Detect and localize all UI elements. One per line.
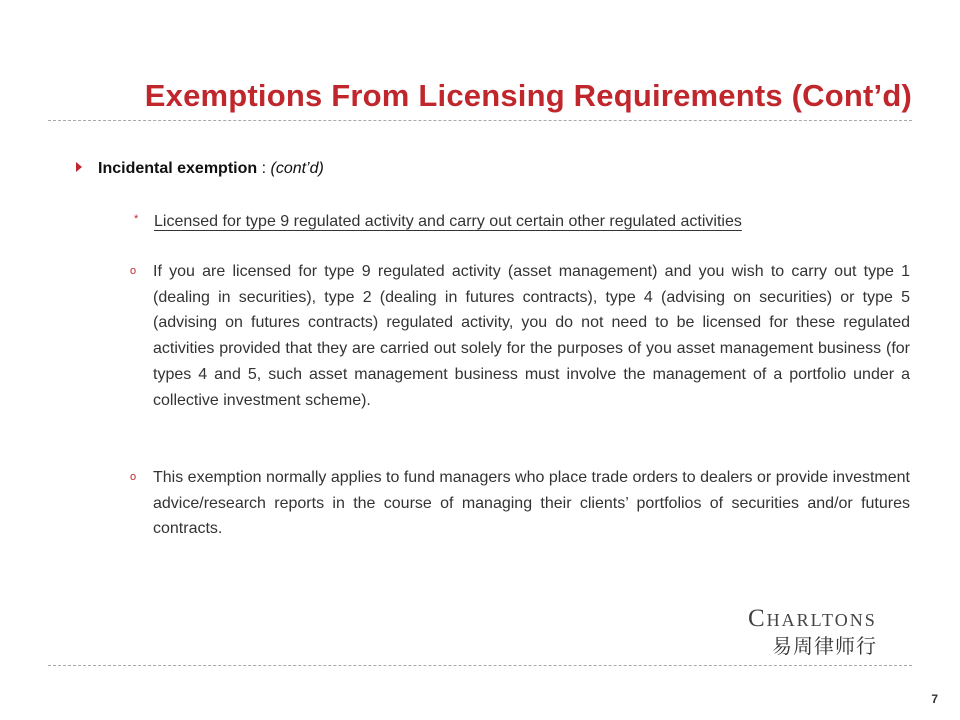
logo-english: Charltons: [748, 605, 877, 632]
logo-chinese: 易周律师行: [772, 634, 877, 658]
footer-divider: [48, 665, 912, 666]
triangle-bullet-icon: [76, 162, 82, 172]
title-divider: [48, 120, 912, 121]
circle-bullet-icon: o: [130, 471, 137, 483]
bullet-note: (cont’d): [270, 160, 324, 177]
bullet-label: Incidental exemption: [98, 160, 258, 177]
page-number: 7: [931, 692, 938, 706]
subheading-text: Licensed for type 9 regulated activity and carry out certain other regulated activities: [154, 213, 742, 230]
circle-bullet-icon: o: [130, 265, 137, 277]
asterisk-marker-icon: *: [134, 213, 139, 225]
subheading-row: [134, 213, 742, 231]
charltons-logo: [748, 605, 908, 661]
bullet-incidental-exemption: [76, 160, 324, 178]
slide-title: Exemptions From Licensing Requirements (Cont’d): [144, 78, 912, 113]
paragraph-text: If you are licensed for type 9 regulated activity (asset management) and you wish to carry out type 1 (dealing in securities), type 2 (dealing in futures contracts), type 4 (advising on securities) or type 5 (advising on futures contracts) regulated activity, you do not need to be licensed for these regulated activities provided that they are carried out solely for the purposes of you asset management business (for types 4 and 5, such asset management business must involve the management of a portfolio under a collective investment scheme).: [153, 263, 910, 409]
paragraph-type9-licensed: [130, 259, 910, 413]
paragraph-fund-managers: [130, 465, 910, 542]
paragraph-text: This exemption normally applies to fund managers who place trade orders to dealers or provide investment advice/research reports in the course of managing their clients’ portfolios of securities and/or futures contracts.: [153, 469, 910, 538]
bullet-separator: :: [257, 160, 271, 177]
